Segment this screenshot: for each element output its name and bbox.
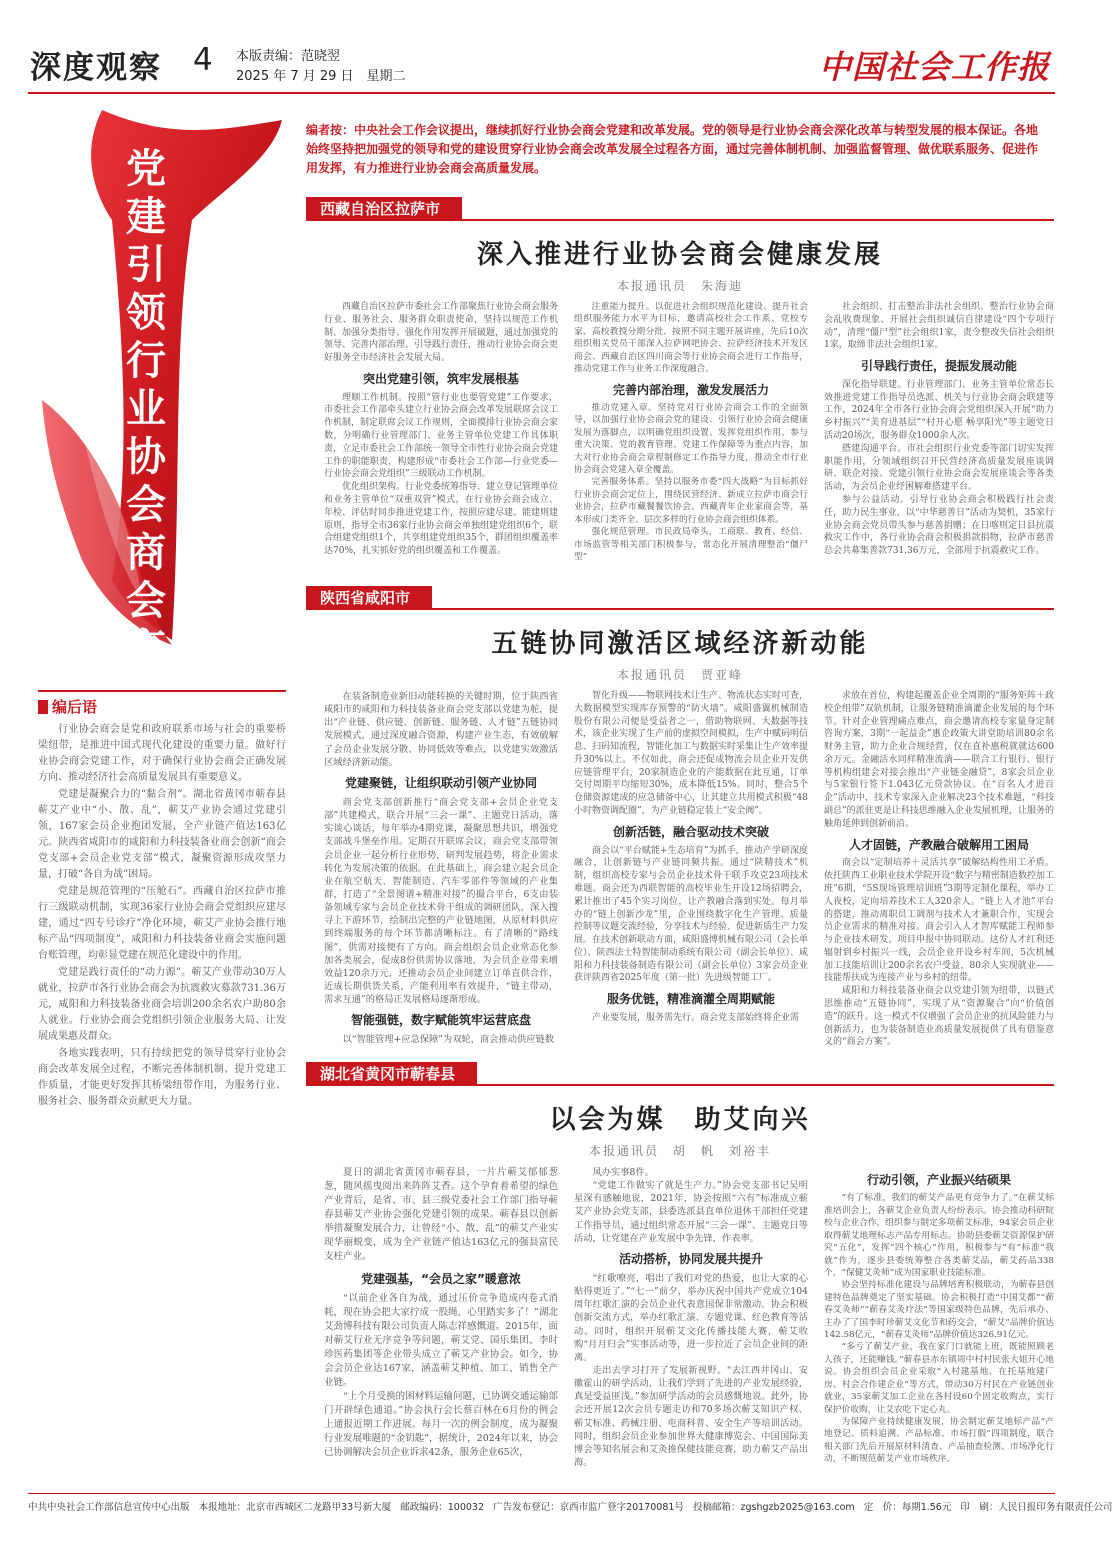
body-paragraph: “党建工作做实了就是生产力。”协会党支部书记吴明星深有感触地说，2021年，协会按照“六有”标准成立蕲艾产业协会党支部，县委选派县直单位退休干部担任党建工作指导员，通过组织常态开展“三会一课”、主题党日等活动，让党建在产业发展中争先锋，作表率。 [574,1180,808,1244]
footer-publisher: 中共中央社会工作部信息宣传中心出版 [28,1502,190,1513]
article-title: 五链协同激活区域经济新动能 [491,629,869,659]
article-byline: 本报通讯员 胡 帆 刘裕丰 [588,1144,771,1158]
footer-price: 定 价：每期1.56元 [863,1502,952,1513]
article-column [824,301,1054,558]
section-subheading: 人才固链，产教融合破解用工困局 [848,837,1029,852]
title-character: 协 [126,433,166,480]
region-tag: 陕西省咸阳市 [306,586,432,610]
title-character: 党 [126,145,166,192]
body-paragraph: 产业要发展，服务需先行。商会党支部始终将企业需 [592,1012,800,1023]
body-paragraph: 为保障产业持续健康发展，协会制定蕲艾地标产品“产地登记、质料追溯、产品标准、市场打假”四项制度，联合相关部门先后开展原材料清查、产品抽查检测、市场净化行动，不断规范蕲艾产业市场秩序。 [824,1417,1054,1465]
footer-address: 本报地址：北京市西城区二龙路甲33号新大厦 [198,1502,392,1513]
issue-date: 2025 年 7 月 29 日 星期二 [236,69,406,84]
title-character: 会 [126,481,166,528]
heading-marker-icon [38,700,48,714]
body-paragraph: 走出去学习打开了发展新视野。“去江西井冈山、安徽霍山的研学活动，让我们学到了先进的产业发展经验，真是受益匪浅。”参加研学活动的会员感慨地说。此外，协会还开展12次会员专题走访和70多场次蕲艾知识产权、蕲艾标准、药械注册、电商科普、安全生产等培训活动。同时，组织会员企业参加世界大健康博览会、中国国际美博会等知名展会和艾灸推保健技能竞赛，助力蕲艾产品出海。 [574,1364,808,1468]
afterword-box [38,690,286,1390]
newspaper-masthead: 中国社会工作报 [818,48,1050,86]
afterword-paragraph: 行业协会商会是党和政府联系市场与社会的重要桥梁纽带，是推进中国式现代化建设的重要力量。做好行业协会商会党建工作，对于确保行业协会商会正确发展方向、推动经济社会高质量发展具有重要意义。 [38,724,286,783]
footer-printer: 印 刷：人民日报印务有限责任公司 [960,1502,1112,1513]
title-character: 会 [126,577,166,624]
header-divider [28,92,1055,94]
section-subheading: 突出党建引领，筑牢发展根基 [362,371,519,386]
footer-divider [28,1493,1055,1494]
body-paragraph: 西藏自治区拉萨市委社会工作部聚焦行业协会商会服务行业、服务社会、服务群众职责使命，坚持以规范工作机制、加强分类指导、强化作用发挥开展破题，通过加强党的领导、完善内部治理、引导践行责任，推动行业协会商会更好服务全市经济社会发展大局。 [324,302,559,364]
body-paragraph: 智化升级——物联网技术让生产、物流状态实时可查，大数据模型实现库存预警的“防火墙”。咸阳盛翼机械制造股份有限公司便是受益者之一，借助物联网、大数据等技术，该企业实现了生产前的虚拟空间模拟，生产中赋码明信息、扫码知流程，智能化加工与数据实时采集让生产效率提升30%以上。不仅如此，商会还促成物流会员企业开发供应链管理平台，20家制造企业的产能数据在此互通，订单交付周期平均缩短30%，成本降低15%。同时，整合5个仓储资源建成的应急储备中心，让其建立共用模式积极“48小时物资调配圈”，为产业链稳定装上“安全阀”。 [574,691,809,817]
article-column [574,690,808,1025]
section-subheading: 活动搭桥，协同发展共提升 [618,1251,763,1266]
body-paragraph: 咸阳和力科技装备业商会以党建引领为纽带，以链式思维推动“五链协同”，实现了从“资源聚合”向“价值创造”的跃升。这一模式不仅增强了会员企业的抗风险能力与创新活力，也为装备制造业高质量发展提供了具有借鉴意义的“商会方案”。 [824,986,1054,1048]
article-byline: 本报通讯员 朱海迪 [616,279,743,293]
body-paragraph: 求放在首位，构建起覆盖企业全周期的“服务矩阵＋政校企组带”双轨机制，让服务链精准滴灌企业发展的每个环节。针对企业管理痛点难点，商会邀请高校专家量身定制咨询方案，3期“一起益企”惠企政策大讲堂助培训80余名财务主管，助力企业合规经营，仅在直补惠税就就达600余万元。金融活水同样精准流淌——联合工行银行、银行等机构组建会对接会推出“产业链金融贷”，8家会员企业与5家银行签下1.043亿元贷款协议。在“百名人才进百企”活动中，技术专家深入企业解决23个技术难题，“科技副总”的派驻更是让科技思维融入企业发展机理，让服务的触角延伸到创新前沿。 [824,691,1054,829]
section-subheading: 党建聚链，让组织联动引领产业协同 [344,775,537,790]
afterword-paragraph: 党建是践行责任的“动力源”。蕲艾产业带动30万人就业，拉萨市各行业协会商会为抗震救灾募款731.36万元，咸阳和力科技装备业商会培训200余名农户助80余人就业。行业协会商会党组织引领企业服务大局、让发展成果惠及群众。 [38,967,286,1042]
body-paragraph: 商会党支部创新推行“商会党支部+会员企业党支部”共建模式，联合开展“三会一课”、主题党日活动，落实谈心谈话，每年举办4期党课，凝聚思想共识，增强党支部战斗堡垒作用。定期召开联席会议，商会党支部带领会员企业一起分析行业形势，研判发展趋势，将企业需求转化为发展决策的依据。在此基础上，商会建立起会员企业在航空航天、智能制造、汽车零部件等领域的产业集群，打造了“全景图谱+精准对接”的撮合平台，6支由装备领域专家与会员企业技术骨干组成的调研团队，深入搜寻上下游环节，绘制出完整的产业链地图，从原材料供应到终端服务的每个环节都清晰标注。有了清晰的“路线图”，供需对接便有了方向。商会组织会员企业常态化参加各类展会，促成8份供需协议落地，为会员企业带来增效益120余万元，还推动会员企业间建立订单直供合作，近成长期供货关系，产能利用率有效提升，“链主带动，需求互通”的格局正发展格局逐渐形成。 [324,796,558,1006]
body-paragraph: 以“智能管理+应急保障”为双轮，商会推动供应链数 [342,1034,554,1046]
afterword-paragraph: 党建是规范管理的“压舱石”。西藏自治区拉萨市推行三级联动机制，实现36家行业协会商会党组织应建尽建，通过“四专号诊疗”净化环境，蕲艾产业协会推行地标产品“四项制度”，咸阳和力科技装备业商会实施问题台账管理，均彰显党建在规范化建设中的作用。 [38,886,286,961]
title-character: 质 [126,673,166,720]
section-subheading: 完善内部治理，激发发展活力 [612,382,769,397]
section-subheading: 行动引领，产业振兴结硕果 [866,1173,1011,1187]
article-title: 深入推进行业协会商会健康发展 [476,240,883,270]
article-column [324,301,558,558]
page-header [0,0,1080,100]
region-tag: 西藏自治区拉萨市 [306,197,462,221]
section-subheading: 引导践行责任，提振发展动能 [860,359,1017,374]
title-character: 商 [126,529,166,576]
body-paragraph: 社会组织、打击整治非法社会组织、整治行业协会商会乱收费现象、开展社会组织诚信自律建设“四个专项行动”，清理“僵尸型”社会组织1家，责令整改失信社会组织1家，取缔非法社会组织1家。 [824,302,1054,351]
footer-ad-license: 广告发布登记：京西市监广登字20170081号 [493,1502,684,1513]
body-paragraph: 注重能力提升。以促进社会组织规范化建设、提升社会组织服务能力水平为目标，邀请高校社会工作系、党校专家、高校教授分期分批、按照不同主题开展讲座，先后10次组织相关党员干部深入拉萨网吧协会、拉萨经济技术开发区商会、西藏自治区四川商会等行业协会商会进行工作指导，推动党建工作与业务工作深度融合。 [574,302,808,375]
body-paragraph: 完善服务体系。坚持以服务市委“四大战略”为目标抓好行业协会商会定位上，围绕民营经济、新成立拉萨市商会行业协会，拉萨市藏餐餐饮协会、西藏青年企业家商会等，基本形成门类齐全、层次多样的行业协会商会组织体系。 [574,477,808,525]
article-column [824,1166,1054,1466]
body-paragraph: 搭建沟通平台。市社会组织行业党委等部门切实发挥职能作用，分领域组织召开民营经济高质量发展座谈调研、联企对接、党建引领行业协会商会发展座谈会等各类活动，为会员企业纾困解难搭建平台。 [824,443,1054,493]
page-footer [28,1499,1112,1513]
article-column [574,301,808,563]
body-paragraph: 商会以“平台赋能+生态培育”为抓手，推动产学研深度融合，让创新链与产业链同频共振。通过“陕精技术”机制，组织高校专家与会员企业技术骨干联手攻克23项技术难题。商会还为西联智能的高校毕业生开设12场招聘会，累计推出了45个实习岗位，让产教融合落到实处。每月举办的“链上创新沙龙”里，企业围绕数字化生产管理、质量控制等议题交流经验，分享技术与经验、促进新质生产力发展。在技术创新联动方面，咸阳盛博机械有限公司（会长单位）、陕西法士特智能制动系统有限公司（副会长单位）、咸阳和力科技装备制造有限公司（副会长单位）3家会员企业获评陕西省2025年度（第一批）先进级智能工厂。 [574,845,809,984]
afterword-heading: 编后语 [38,692,97,717]
footer-postcode: 邮政编码：100032 [400,1502,484,1513]
article-column [824,690,1054,1049]
editor-credit: 本版责编：范晓翌 [236,49,341,64]
title-character: 展 [126,817,166,864]
body-paragraph: 协会坚持标准化建设与品牌培育积极联动，为蕲春县创建特色品牌奠定了坚实基础。协会积极打造“中国艾都”“蕲春艾灸师”“蕲春艾灸疗法”等国家级特色品牌，先后承办、主办了了国李时珍蕲艾文化节和药交会，“蕲艾”品牌价值达142.58亿元，“蕲春艾灸师”品牌价值达326.91亿元。 [824,1280,1054,1341]
body-paragraph: 夏日的湖北省黄冈市蕲春县，一片片蕲艾郁郁葱葱，随风摇曳阅出来阵阵艾香。这个孕育着希望的绿色产业背后，是省、市、县三级党委社会工作部门指导蕲春县蕲艾产业协会强化党建引领的成果。蕲春县以创新举措凝聚发展合力，让曾经“小、散、乱”的蕲艾产业实现华丽蜕变，成为全产业链产值达163亿元的强县富民支柱产业。 [324,1167,558,1262]
title-character: 引 [126,241,166,288]
section-subheading: 创新活链，融合驱动技术突破 [612,824,769,839]
section-subheading: 服务优链，精准滴灌全周期赋能 [606,992,775,1007]
title-character: 发 [126,769,166,816]
editor-note: 编者按：中央社会工作会议提出，继续抓好行业协会商会党建和改革发展。党的领导是行业协会商会深化改革与转型发展的根本保证。各地始终坚持把加强党的领导和党的建设贯穿行业协会商会改革发展全过程各方面，通过完善体制机制、加强监督管理、做优联系服务、促进作用发挥，有力推进行业协会商会高质量发展。 [306,123,1039,175]
body-paragraph: “红歌嘹亮，唱出了我们对党的热爱，也让大家的心贴得更近了。”“七一”前夕，举办庆祝中国共产党成立104周年红歌汇演的会员企业代表意国保非常激动。协会积极创新交流方式，举办红歌汇演、专题党课、红色教育等活动。同时，组织开展蕲艾文化传播技能大赛，蕲艾收购“月月归会”实事活动等，进一步拉近了会员企业间的距离。 [574,1272,808,1363]
section-subheading: 智能强链，数字赋能筑牢运营底盘 [350,1013,531,1028]
body-paragraph: 推动党建入章。坚持党对行业协会商会工作的全面领导，以加强行业协会商会党的建设、引领行业协会商会健康发展为落脚点，以明确党组织设置、发挥党组织作用、参与重大决策、党的教育管理、党建工作保障等为重点内容，加大对行业协会商会章程制修定工作指导力度，推动全市行业协会商会党建入章全覆盖。 [574,402,808,476]
title-character: 高 [126,625,166,672]
body-paragraph: 深化指导联建。行业管理部门、业务主管单位常态长效推进党建工作指导员选派、机关与行业协会商会联建等工作，2024年全市各行业协会商会党组织深入开展“助力乡村振兴”“美育进基层”“村开心愿 畅享阳光”等主题党日活动20场次，服务群众1000余人次。 [824,379,1054,442]
body-paragraph: 风办实事8件。 [592,1167,654,1178]
title-character: 量 [126,721,166,768]
article-column [574,1166,808,1469]
afterword-body [38,722,286,1111]
body-paragraph: 在装备制造业新旧动能转换的关键时期，位于陕西省咸阳市的咸阳和力科技装备业商会党支部以党建为舵，提出“产业链、供应链、创新链、服务链、人才链”五链协同发展模式，通过深度融合资源，构建产业生态，有效破解了会员企业发展分散、协同低效等难点，以党建实效激活区域经济新动能。 [324,691,558,768]
body-paragraph: “上个月受换的困材料运输问题，已协调交通运输部门开辟绿色通道。”协会执行会长蔡百林在6月份的例会上通报近期工作进展。每月一次的例会制度，成为凝聚行业发展唯题的“金钥匙”，据统计，2024年以来，协会已协调解决会员企业诉求42条，服务企业65次， [324,1391,558,1458]
body-paragraph: 理顺工作机制。按照“管行业也要管党建”工作要求，市委社会工作部牵头建立行业协会商会改革发展联席会议工作机制，制定联席会议工作规则，全面摸排行业协会商会家数，分明确行业管理部门、业务主管单位党建工作具体职责，立足市委社会工作部统一领导全市性行业协会商会党建工作的职能职责，构建形成“市委社会工作部—行业党委—行业协会商会党组织”三级联动工作机制。 [324,392,559,480]
body-paragraph: 参与公益活动。引导行业协会商会积极践行社会责任，助力民生事业，以“中华慈善日”活动为契机，35家行业协会商会党员带头参与慈善捐赠；在日喀则定日县抗震救灾工作中，各行业协会商会积极捐款捐物，拉萨市慈善总会共募集善款731.36万元，全部用于抗震救灾工作。 [824,494,1054,557]
article-qichun [306,1062,1054,1490]
section-name: 深度观察 [30,50,162,86]
body-paragraph: “多亏了蕲艾产业，我在家门口就能上班，既能照顾老人孩子，还能赚钱。”蕲春县赤东镇周中村村民张大姐开心地说。协会组织会员企业采取“入村建基地、在托基地建厂房、村会合作建企业”等方式，带动30万村民在产业链创业就业，35家蕲艾加工企业在各村设60个固定收购点，实行保护价收购，让艾农吃下定心丸。 [824,1342,1054,1415]
afterword-paragraph: 党建是凝聚合力的“黏合剂”。湖北省黄冈市蕲春县蕲艾产业中“小、散、乱”，蕲艾产业协会通过党建引领，167家会员企业抱团发展，全产业链产值达163亿元。陕西省咸阳市的咸阳和力科技装备业商会创新“商会党支部+会员企业党支部”模式，凝聚资源形成攻坚力量，打破“各自为战”困局。 [38,789,286,880]
body-paragraph: 强化规范管理。市民政局牵头，工商联、教育、经信、市场监管等相关部门积极参与，常态化开展清理整治“僵尸型” [574,527,808,563]
title-character: 建 [126,193,166,240]
article-byline: 本报通讯员 贾亚峰 [616,668,743,682]
afterword-paragraph: 各地实践表明，只有持续把党的领导贯穿行业协会商会改革发展全过程，不断完善体制机制、提升党建工作质量，才能更好发挥其桥梁纽带作用，为服务行业、服务社会、服务群众贡献更大力量。 [38,1048,286,1107]
title-character: 行 [126,337,166,384]
body-paragraph: 商会以“定制培养＋灵活共享”破解结构性用工矛盾。依托陕西工业职业技术学院开设“数字与精密制造数控加工班”6期，“5S现场管理培训班”3期等定制化课程，举办工人夜校，定向培养技术工人320余人。“链上人才池”平台的搭建，推动离职员工调剂与技术人才兼职合作，实现会员企业需求的精准对接。商会引入人才智库赋能工程师参与企业技术研发，项目申报中协同联动。这份人才红利还辐射到乡村振兴一线，会员企业开设乡村车间，5次机械加工技能培训让200余名农户受益，80余人实现就业——技能帮扶成为连接产业与乡村的纽带。 [824,858,1054,984]
region-tag: 湖北省黄冈市蕲春县 [306,1062,477,1086]
article-column [324,690,558,1047]
article-title: 以会为媒 助艾向兴 [549,1105,811,1135]
title-character: 业 [126,385,166,432]
title-character: 领 [126,289,166,336]
body-paragraph: “有了标准，我们的蕲艾产品更有竞争力了。”在蕲艾标准培训会上，各蕲艾企业负责人纷纷表示。协会推动科研院校与企业合作，组织参与制定多项蕲艾标准，94家会员企业取得蕲艾地理标志产品专用标志。协助县委蕲艾资源保护研究“五化”，发挥“四个核心”作用，积极参与“有”标准“我就”作为，逐步县委统筹整合各类蕲艾品，蕲艾药品338个，“保健艾灸师”成为国家职业技能标准。 [824,1193,1054,1278]
footer-email: 投稿邮箱：zgshgzb2025@163.com [692,1502,855,1513]
article-column [324,1166,558,1460]
article-lhasa [306,197,1054,567]
page-number: 4 [193,42,213,78]
body-paragraph: “以前企业各自为战，通过压价竞争造成内卷式消耗，现在协会把大家拧成一股绳，心里踏实多了！”湖北艾劲博科技有限公司负责人陈志祥感慨道。2015年，面对蕲艾行业无序竞争等问题，蕲艾党、国乐集团、李时珍医药集团等企业带头成立了蕲艾产业协会。如今，协会会员企业达167家，涵盖蕲艾种植、加工、销售全产业链。 [324,1293,558,1388]
article-xianyang [306,586,1054,1056]
body-paragraph: 优化组织架构。行业党委统筹指导、建立登记管理单位和业务主管单位“双重双管”模式，在行业协会商会成立、年检、评估时同步推进党建工作，按照应建尽建、能建则建原则，指导全市36家行业协会商会单独组建党组织6个，联合组建党组织1个，共享组建党组织35个，群团组织覆盖率达70%，扎实抓好党的组织覆盖和工作覆盖。 [324,482,559,557]
section-subheading: 党建强基，“会员之家”暖意浓 [361,1272,521,1286]
